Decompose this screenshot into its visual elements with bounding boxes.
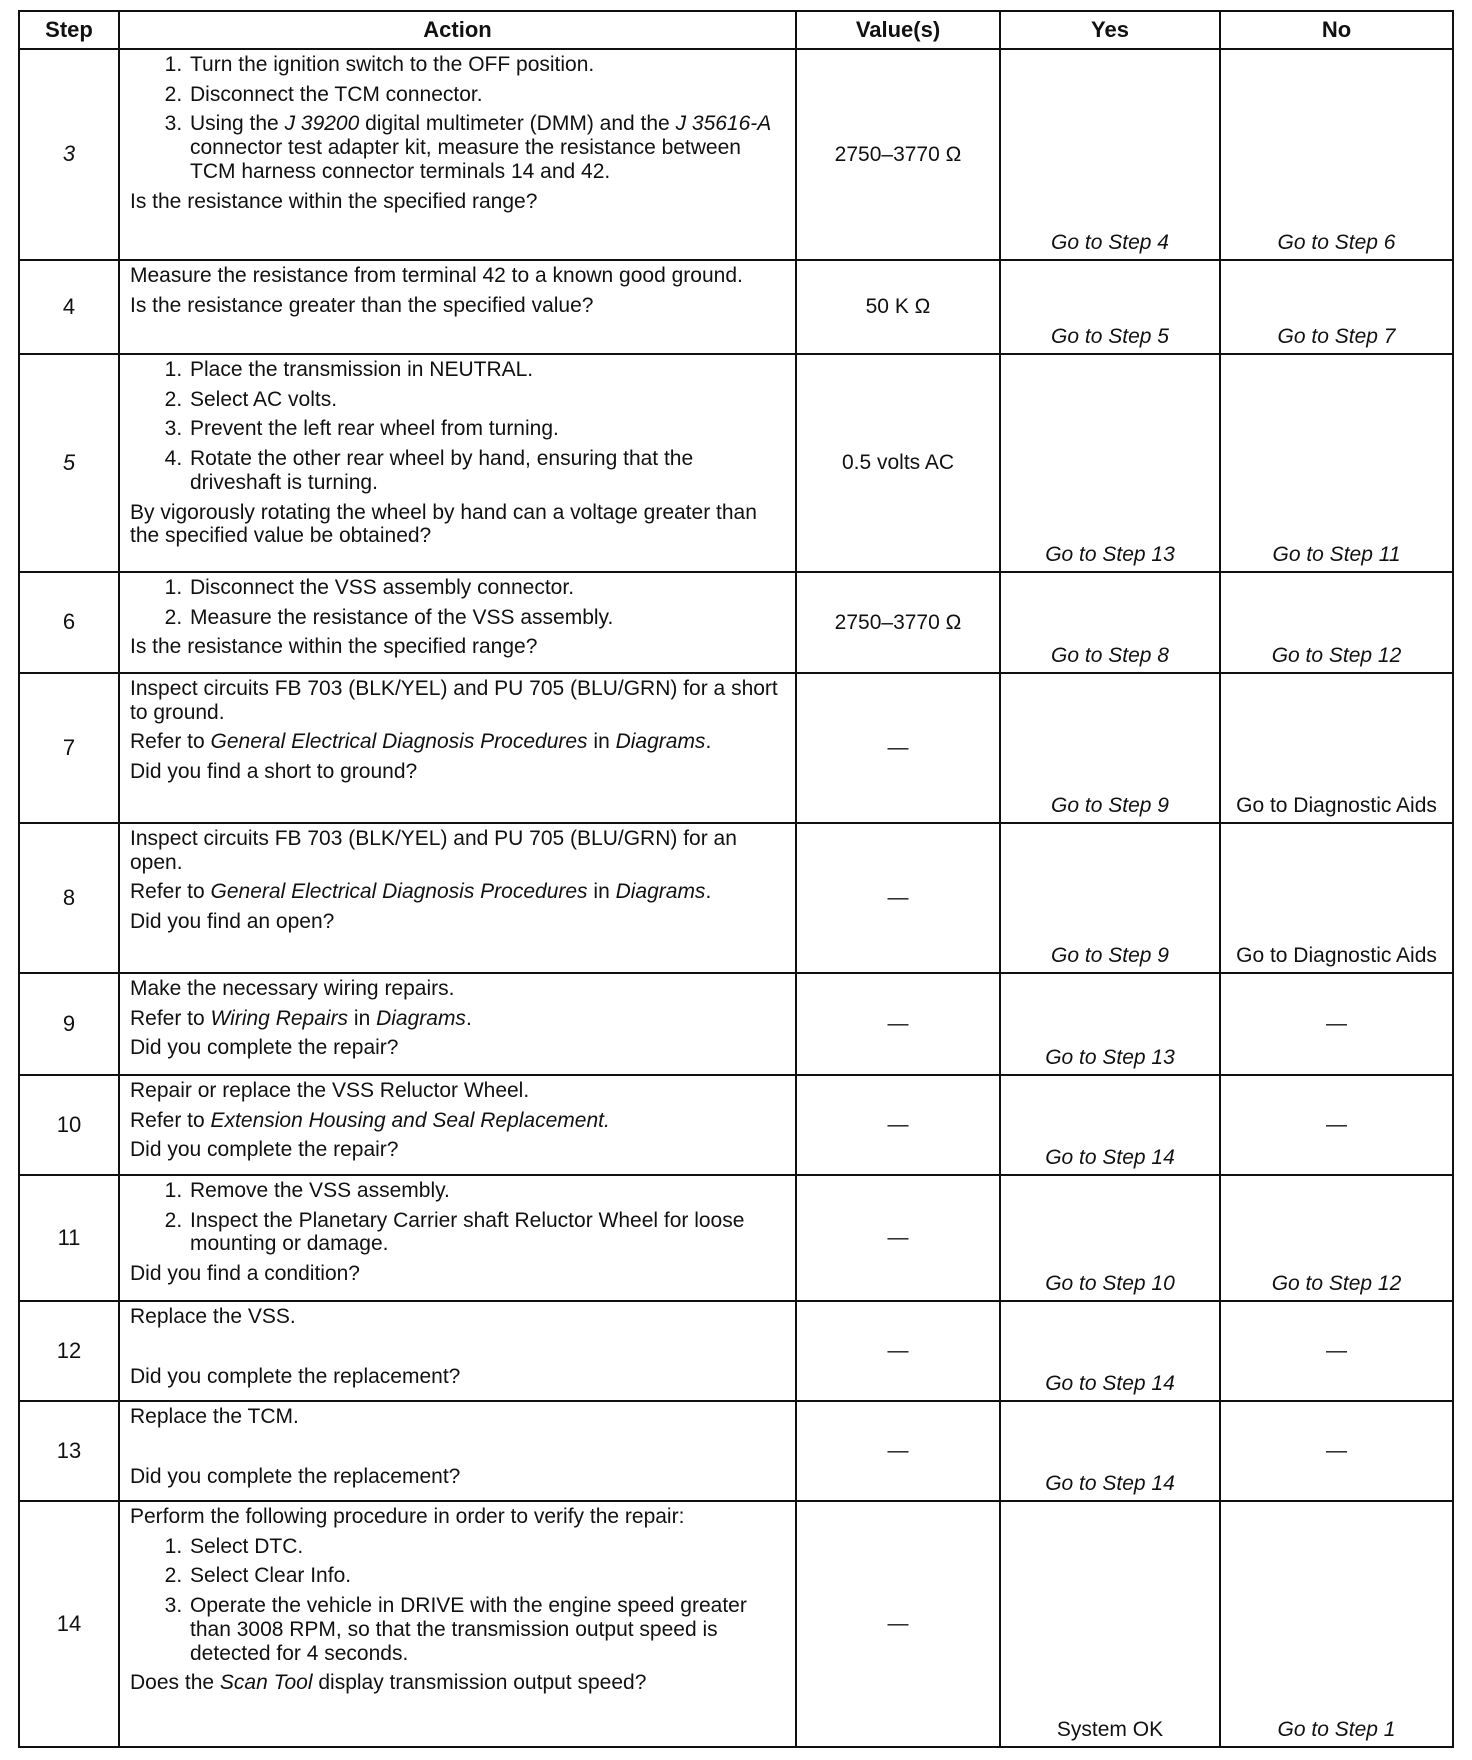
step-number: 8 [19, 823, 119, 973]
step-row-11 [19, 1175, 1453, 1301]
yes-cell: Go to Step 14 [1000, 1075, 1220, 1175]
action-cell [119, 973, 796, 1075]
yes-cell: Go to Step 9 [1000, 823, 1220, 973]
list-item: 4. Rotate the other rear wheel by hand, ensuring that the driveshaft is turning. [188, 447, 787, 494]
header-no: No [1220, 11, 1453, 49]
no-cell: — [1220, 1401, 1453, 1501]
action-cell [119, 1075, 796, 1175]
no-cell: Go to Step 6 [1220, 49, 1453, 260]
value-cell: 2750–3770 Ω [796, 572, 1000, 673]
step-row-9 [19, 973, 1453, 1075]
step-row-6 [19, 572, 1453, 673]
action-cell [119, 260, 796, 354]
action-text: Inspect circuits FB 703 (BLK/YEL) and PU 705 (BLU/GRN) for an open. [130, 827, 737, 874]
no-cell: Go to Step 11 [1220, 354, 1453, 572]
step-row-5 [19, 354, 1453, 572]
list-item: 3. Using the J 39200 digital multimeter (DMM) and the J 35616-A connector test adapter kit, measure the resistance between TCM harness connector terminals 14 and 42. [188, 112, 787, 183]
no-cell: Go to Step 7 [1220, 260, 1453, 354]
action-text: Inspect circuits FB 703 (BLK/YEL) and PU 705 (BLU/GRN) for a short to ground. [130, 677, 778, 724]
value-cell: — [796, 823, 1000, 973]
header-values: Value(s) [796, 11, 1000, 49]
action-cell [119, 1401, 796, 1501]
action-text: Perform the following procedure in order to verify the repair: [130, 1505, 685, 1528]
header-yes: Yes [1000, 11, 1220, 49]
list-item: 1. Place the transmission in NEUTRAL. [188, 358, 787, 382]
action-question: Did you complete the replacement? [130, 1364, 461, 1388]
action-cell [119, 823, 796, 973]
list-item: 3. Operate the vehicle in DRIVE with the engine speed greater than 3008 RPM, so that the transmission output speed is detected for 4 seconds. [188, 1594, 787, 1665]
diagnostic-table [18, 10, 1454, 1748]
yes-cell: Go to Step 4 [1000, 49, 1220, 260]
action-cell [119, 673, 796, 823]
action-text: Repair or replace the VSS Reluctor Wheel. [130, 1079, 530, 1102]
value-cell: — [796, 673, 1000, 823]
header-action: Action [119, 11, 796, 49]
no-cell: — [1220, 1301, 1453, 1401]
action-refer: Refer to Wiring Repairs in Diagrams. [130, 1006, 472, 1030]
list-item: 2. Inspect the Planetary Carrier shaft Reluctor Wheel for loose mounting or damage. [188, 1209, 787, 1256]
list-item: 2. Measure the resistance of the VSS assembly. [188, 606, 787, 630]
yes-cell: Go to Step 5 [1000, 260, 1220, 354]
yes-cell: Go to Step 8 [1000, 572, 1220, 673]
yes-cell: Go to Step 14 [1000, 1301, 1220, 1401]
no-cell: — [1220, 973, 1453, 1075]
header-step: Step [19, 11, 119, 49]
no-cell: Go to Diagnostic Aids [1220, 673, 1453, 823]
action-text: Replace the TCM. [130, 1405, 299, 1428]
value-cell: — [796, 1401, 1000, 1501]
spacer [130, 1335, 787, 1365]
list-item: 2. Select Clear Info. [188, 1564, 787, 1588]
no-cell: Go to Diagnostic Aids [1220, 823, 1453, 973]
step-number: 4 [19, 260, 119, 354]
no-cell: Go to Step 1 [1220, 1501, 1453, 1747]
value-cell: — [796, 1301, 1000, 1401]
step-row-10 [19, 1075, 1453, 1175]
action-cell [119, 572, 796, 673]
action-question: Did you find a short to ground? [130, 760, 418, 784]
list-item: 2. Select AC volts. [188, 388, 787, 412]
action-cell [119, 1175, 796, 1301]
value-cell: 0.5 volts AC [796, 354, 1000, 572]
list-item: 1. Turn the ignition switch to the OFF position. [188, 53, 787, 77]
action-list [130, 53, 787, 184]
step-number: 14 [19, 1501, 119, 1747]
value-cell: — [796, 973, 1000, 1075]
step-number: 9 [19, 973, 119, 1075]
action-list [130, 1179, 787, 1256]
action-list [130, 1535, 787, 1666]
value-cell: — [796, 1075, 1000, 1175]
yes-cell: Go to Step 14 [1000, 1401, 1220, 1501]
action-question: Did you complete the repair? [130, 1138, 399, 1162]
action-text: Make the necessary wiring repairs. [130, 977, 455, 1000]
list-item: 1. Remove the VSS assembly. [188, 1179, 787, 1203]
no-cell: — [1220, 1075, 1453, 1175]
no-cell: Go to Step 12 [1220, 1175, 1453, 1301]
action-question: Did you find a condition? [130, 1262, 360, 1286]
step-number: 7 [19, 673, 119, 823]
step-number: 6 [19, 572, 119, 673]
yes-cell: Go to Step 13 [1000, 354, 1220, 572]
header-row [19, 11, 1453, 49]
value-cell: — [796, 1175, 1000, 1301]
list-item: 1. Disconnect the VSS assembly connector. [188, 576, 787, 600]
yes-cell: Go to Step 10 [1000, 1175, 1220, 1301]
list-item: 1. Select DTC. [188, 1535, 787, 1559]
step-row-8 [19, 823, 1453, 973]
yes-cell: Go to Step 9 [1000, 673, 1220, 823]
action-cell [119, 1501, 796, 1747]
action-question: Did you complete the repair? [130, 1036, 399, 1060]
step-number: 12 [19, 1301, 119, 1401]
yes-cell: Go to Step 13 [1000, 973, 1220, 1075]
action-question: Is the resistance greater than the specified value? [130, 293, 594, 317]
action-cell [119, 49, 796, 260]
action-question: Does the Scan Tool display transmission output speed? [130, 1671, 647, 1695]
action-refer: Refer to Extension Housing and Seal Replacement. [130, 1108, 610, 1132]
value-cell: — [796, 1501, 1000, 1747]
no-cell: Go to Step 12 [1220, 572, 1453, 673]
action-list [130, 576, 787, 629]
action-question: Did you complete the replacement? [130, 1464, 461, 1488]
action-list [130, 358, 787, 495]
step-row-13 [19, 1401, 1453, 1501]
step-number: 13 [19, 1401, 119, 1501]
action-cell [119, 354, 796, 572]
list-item: 2. Disconnect the TCM connector. [188, 83, 787, 107]
step-row-7 [19, 673, 1453, 823]
action-question: By vigorously rotating the wheel by hand can a voltage greater than the specified value be obtained? [130, 500, 757, 548]
step-row-3 [19, 49, 1453, 260]
step-row-14 [19, 1501, 1453, 1747]
spacer [130, 1435, 787, 1465]
action-refer: Refer to General Electrical Diagnosis Procedures in Diagrams. [130, 730, 712, 754]
step-number: 10 [19, 1075, 119, 1175]
list-item: 3. Prevent the left rear wheel from turning. [188, 417, 787, 441]
action-refer: Refer to General Electrical Diagnosis Procedures in Diagrams. [130, 880, 712, 904]
yes-cell: System OK [1000, 1501, 1220, 1747]
step-row-12 [19, 1301, 1453, 1401]
action-question: Is the resistance within the specified range? [130, 189, 538, 213]
step-row-4 [19, 260, 1453, 354]
value-cell: 50 K Ω [796, 260, 1000, 354]
action-question: Did you find an open? [130, 910, 335, 934]
action-text: Measure the resistance from terminal 42 to a known good ground. [130, 264, 743, 287]
step-number: 5 [19, 354, 119, 572]
action-question: Is the resistance within the specified range? [130, 635, 538, 659]
action-text: Replace the VSS. [130, 1305, 296, 1328]
step-number: 11 [19, 1175, 119, 1301]
step-number: 3 [19, 49, 119, 260]
diagnostic-document [18, 10, 1452, 1748]
action-cell [119, 1301, 796, 1401]
value-cell: 2750–3770 Ω [796, 49, 1000, 260]
